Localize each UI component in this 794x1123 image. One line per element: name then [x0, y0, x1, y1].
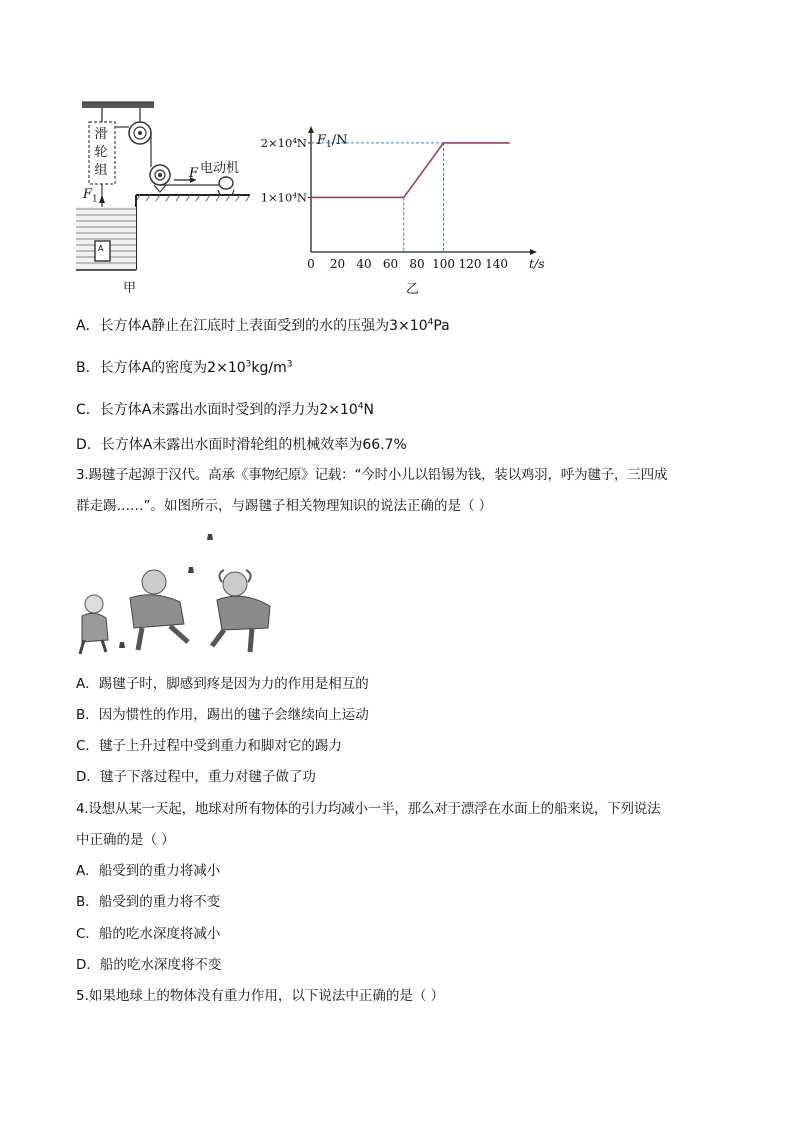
- q3-option-d: D．毽子下落过程中，重力对毽子做了功: [76, 769, 316, 785]
- x-axis-arrow: [530, 249, 537, 255]
- pulley-group-label: 滑 轮 组: [94, 127, 108, 178]
- q5-stem-line1: 5.如果地球上的物体没有重力作用，以下说法中正确的是（ ）: [76, 988, 445, 1004]
- y-tick-label: 1×10⁴N: [260, 190, 307, 205]
- x-tick-label: 40: [356, 257, 372, 271]
- series-line: [311, 143, 510, 198]
- x-tick-label: 0: [307, 257, 315, 271]
- q3-option-a: A．踢毽子时，脚感到疼是因为力的作用是相互的: [76, 676, 369, 692]
- x-tick-label: 60: [382, 257, 399, 271]
- q3-stem-line2: 群走踢……”。如图所示，与踢毽子相关物理知识的说法正确的是（ ）: [76, 498, 493, 514]
- q2-option-a: A．长方体A静止在江底时上表面受到的水的压强为$3\times 10^4Pa$: [76, 317, 450, 334]
- q4-stem-line2: 中正确的是（ ）: [76, 832, 175, 848]
- x-tick-label: 20: [329, 257, 346, 271]
- x-tick-label: 120: [458, 257, 482, 271]
- q4-option-c: C．船的吃水深度将减小: [76, 926, 221, 942]
- caption-yi: 乙: [406, 282, 420, 297]
- x-tick-label: 100: [432, 257, 455, 271]
- caption-jia: 甲: [123, 281, 137, 296]
- q2-option-c: C．长方体A未露出水面时受到的浮力为$2\times 10^4N$: [76, 401, 375, 418]
- pulley-apparatus-figure: [70, 95, 260, 295]
- q4-option-d: D．船的吃水深度将不变: [76, 957, 222, 973]
- q4-option-b: B．船受到的重力将不变: [76, 894, 221, 910]
- q4-stem-line1: 4.设想从某一天起，地球对所有物体的引力均减小一半，那么对于漂浮在水面上的船来说，下列说法: [76, 801, 661, 817]
- q3-stem-line1: 3.踢毽子起源于汉代。高承《事物纪原》记载：“今时小儿以铅锡为钱，装以鸡羽，呼为毽子，三四成: [76, 467, 668, 483]
- motor-label: 电动机: [200, 161, 240, 176]
- force-time-chart: [255, 120, 545, 285]
- q2-option-d: D．长方体A未露出水面时滑轮组的机械效率为66.7%: [76, 437, 407, 453]
- x-axis-label: t/s: [529, 256, 545, 271]
- y-axis-label: $F_1/N$: [317, 133, 348, 150]
- q4-option-a: A．船受到的重力将减小: [76, 863, 221, 879]
- x-tick-label: 140: [485, 257, 509, 271]
- y-tick-label: 2×10⁴N: [260, 135, 307, 150]
- q3-option-b: B．因为惯性的作用，踢出的毽子会继续向上运动: [76, 707, 369, 723]
- force-f-label: F: [189, 166, 199, 181]
- q2-option-b: B．长方体A的密度为$2\times 10^3kg/m^3$: [76, 359, 293, 376]
- shuttlecock-kick-illustration: [72, 532, 292, 657]
- block-a-label: A: [98, 244, 104, 253]
- q3-option-c: C．毽子上升过程中受到重力和脚对它的踢力: [76, 738, 342, 754]
- y-axis-arrow: [308, 126, 314, 133]
- force-f1-label: $F_1$: [83, 187, 98, 205]
- x-tick-label: 80: [409, 257, 425, 271]
